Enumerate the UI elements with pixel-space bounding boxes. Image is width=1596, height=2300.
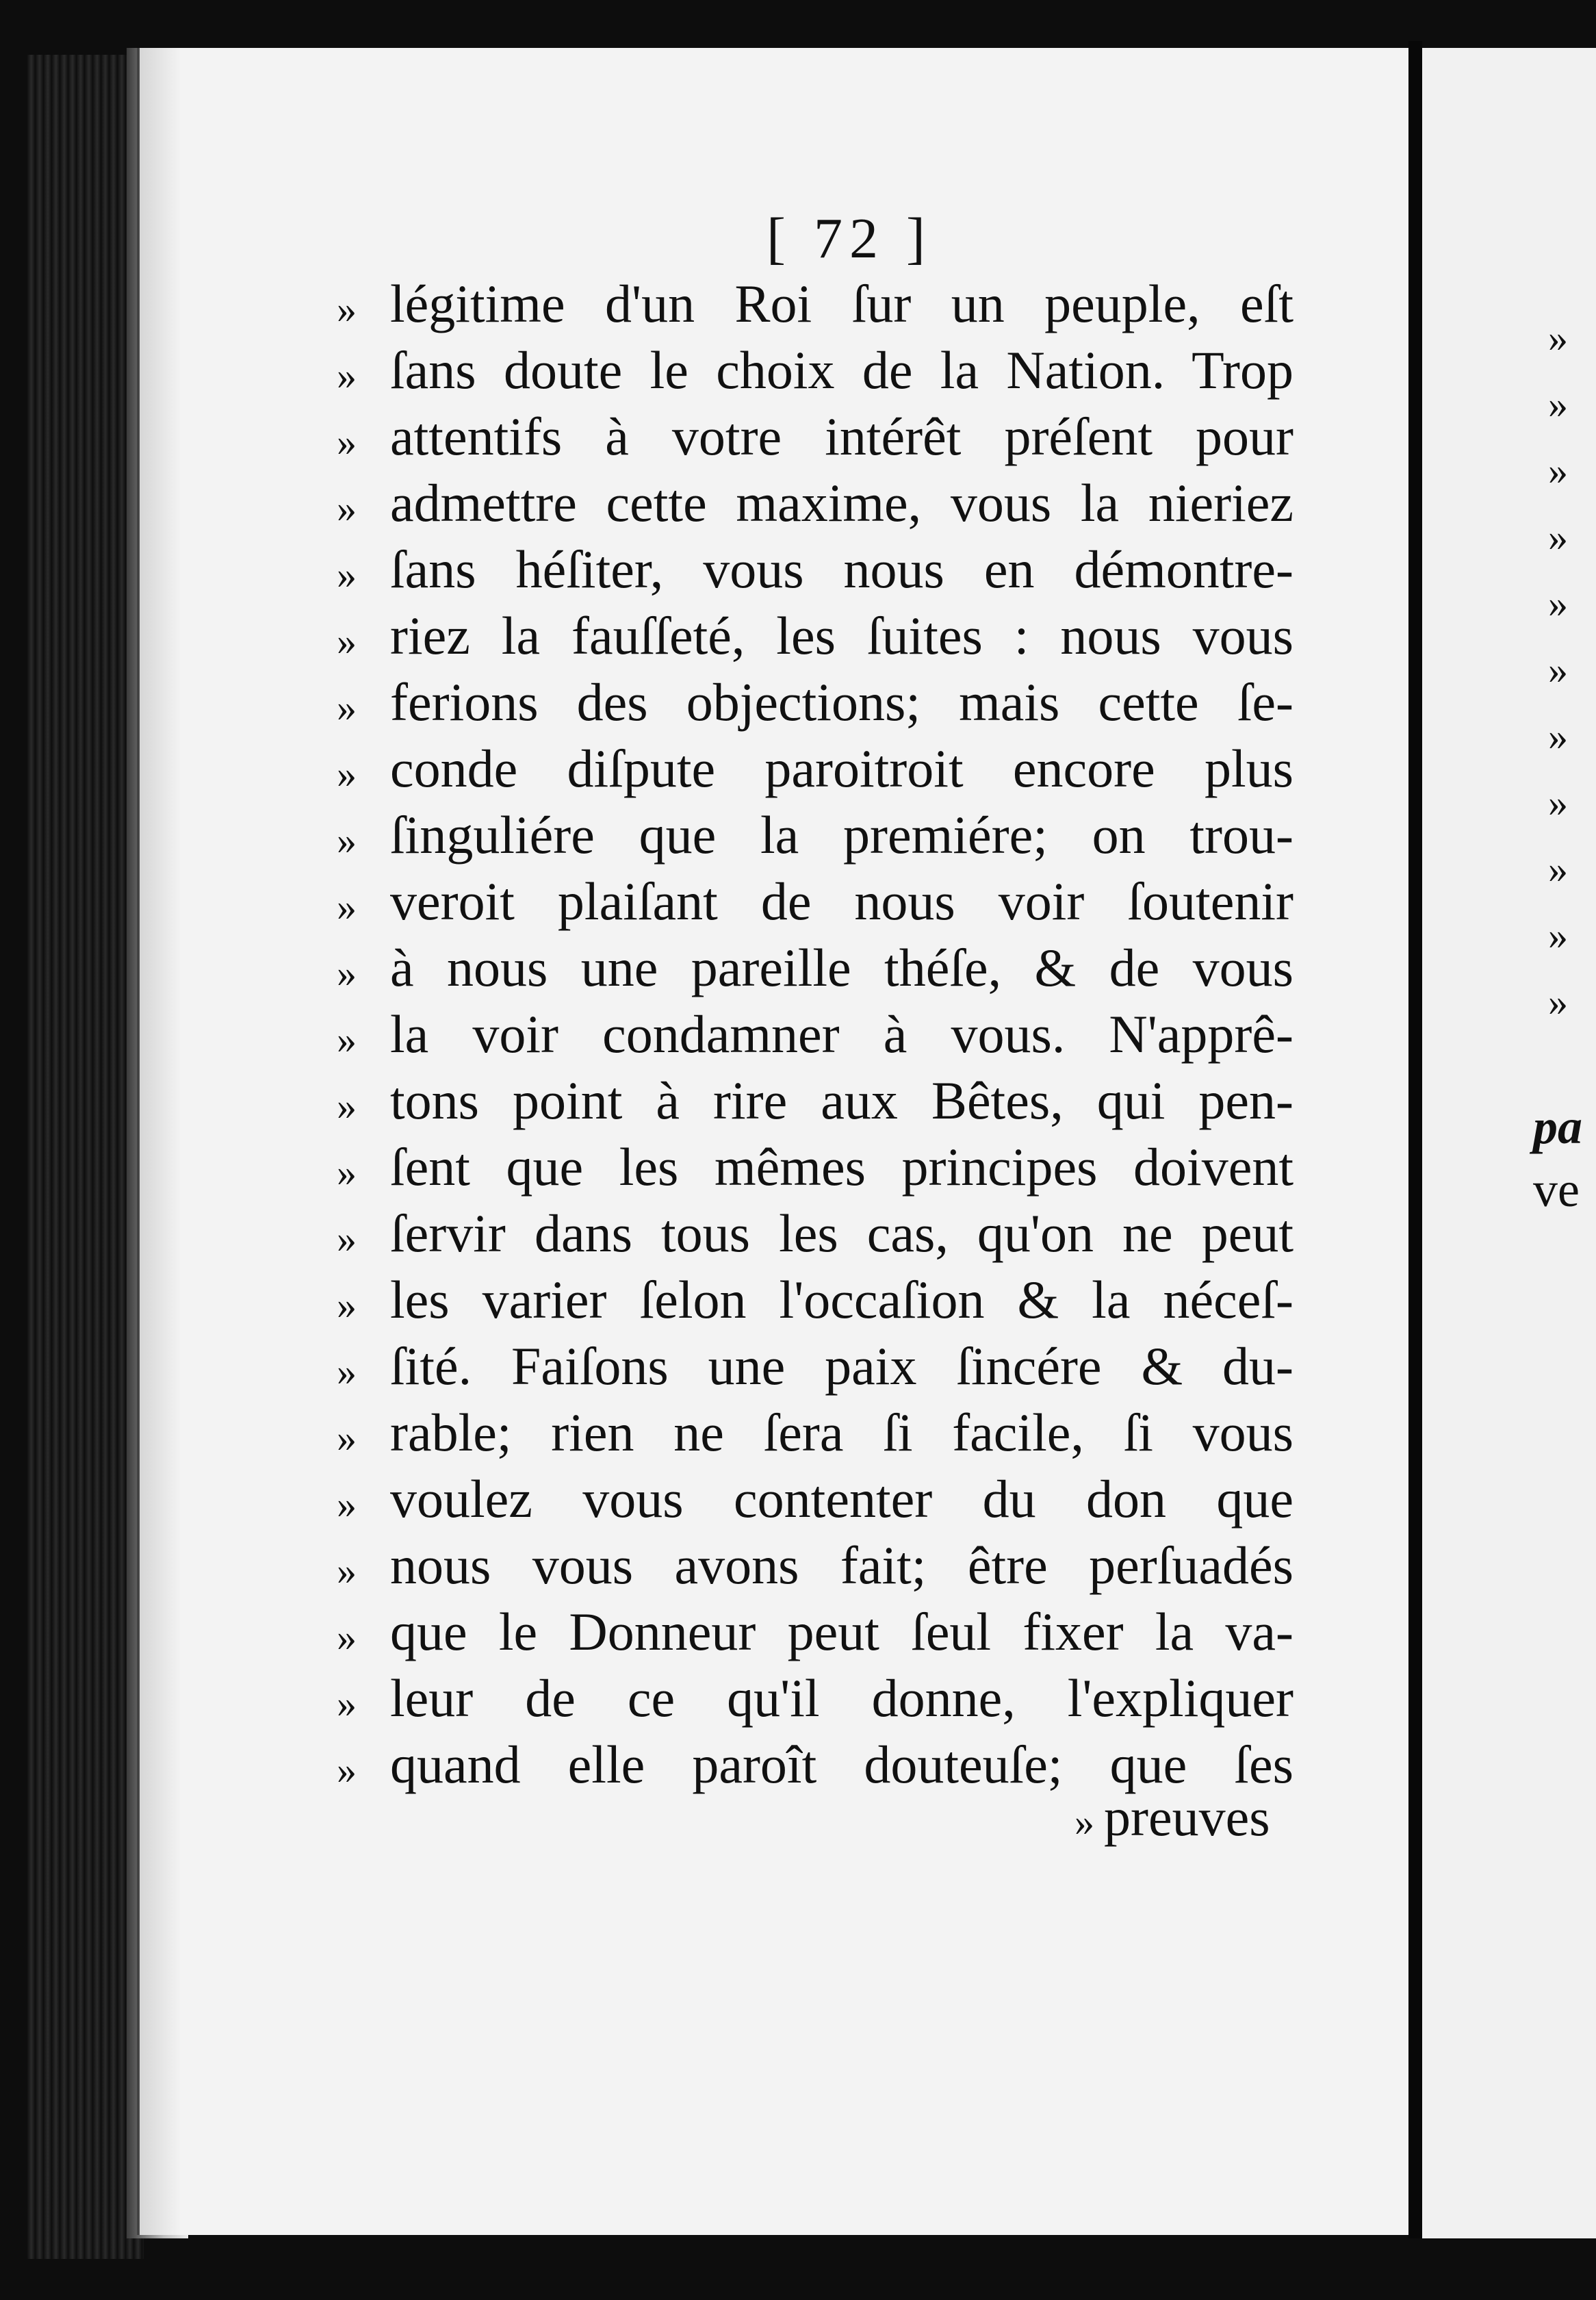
line-text: ſervir dans tous les cas, qu'on ne peut (390, 1203, 1293, 1263)
text-line (337, 1598, 1293, 1665)
text-line (337, 1665, 1293, 1731)
text-block (337, 270, 1293, 1798)
text-line (337, 1399, 1293, 1466)
line-text: la voir condamner à vous. N'apprê- (390, 1004, 1293, 1064)
line-text: ſité. Faiſons une paix ſincére & du- (390, 1336, 1293, 1396)
catchword: preuves (1104, 1787, 1270, 1847)
line-text: admettre cette maxime, vous la nieriez (390, 473, 1293, 533)
line-text: ſans doute le choix de la Nation. Trop (390, 340, 1293, 400)
line-text: à nous une pareille théſe, & de vous (390, 938, 1293, 997)
text-line (337, 934, 1293, 1001)
line-text: quand elle paroît douteuſe; que ſes (390, 1735, 1293, 1794)
facing-quote-mark: » (1548, 648, 1568, 692)
quote-mark: » (337, 1150, 357, 1194)
quote-mark: » (337, 353, 357, 398)
quote-mark: » (337, 1681, 357, 1726)
line-text: rable; rien ne ſera ſi facile, ſi vous (390, 1403, 1293, 1462)
text-line (337, 470, 1293, 536)
quote-mark: » (337, 1482, 357, 1526)
page-number: [ 72 ] (767, 207, 932, 270)
quote-mark: » (337, 884, 357, 929)
line-text: voulez vous contenter du don que (390, 1469, 1293, 1529)
book-gutter (1408, 41, 1422, 2238)
quote-mark: » (337, 1017, 357, 1062)
quote-mark: » (337, 287, 357, 331)
text-line (337, 1266, 1293, 1333)
quote-mark: » (337, 818, 357, 862)
text-line (337, 1134, 1293, 1200)
facing-page-quote-marks (1548, 305, 1568, 1035)
line-text: les varier ſelon l'occaſion & la néceſ- (390, 1270, 1293, 1329)
quote-mark: » (337, 1084, 357, 1128)
page-inner-shade (140, 48, 181, 2235)
text-line (337, 1333, 1293, 1399)
text-line (337, 270, 1293, 337)
text-line (337, 669, 1293, 735)
line-text: nous vous avons fait; être perſuadés (390, 1535, 1293, 1595)
quote-mark: » (337, 1349, 357, 1394)
line-text: ferions des objections; mais cette ſe- (390, 672, 1293, 732)
text-line (337, 802, 1293, 868)
text-line (337, 1466, 1293, 1532)
text-line (337, 1067, 1293, 1134)
text-line (337, 1532, 1293, 1598)
line-text: ſinguliére que la premiére; on trou- (390, 805, 1293, 865)
quote-mark: » (337, 685, 357, 730)
facing-quote-mark: » (1548, 448, 1568, 493)
quote-mark: » (337, 552, 357, 597)
facing-quote-mark: » (1548, 714, 1568, 758)
facing-quote-mark: » (1548, 581, 1568, 626)
line-text: conde diſpute paroitroit encore plus (390, 739, 1293, 798)
text-line (337, 1001, 1293, 1067)
quote-mark: » (337, 420, 357, 464)
line-text: tons point à rire aux Bêtes, qui pen- (390, 1071, 1293, 1130)
text-line (337, 1200, 1293, 1266)
line-text: riez la fauſſeté, les ſuites : nous vous (390, 606, 1293, 665)
quote-mark: » (337, 1216, 357, 1261)
line-text: veroit plaiſant de nous voir ſoutenir (390, 871, 1293, 931)
quote-mark: » (337, 1283, 357, 1327)
line-text: que le Donneur peut ſeul fixer la va- (390, 1602, 1293, 1661)
quote-mark: » (337, 1548, 357, 1593)
facing-quote-mark: » (1548, 913, 1568, 958)
text-line (337, 735, 1293, 802)
quote-mark: » (337, 752, 357, 796)
facing-quote-mark: » (1548, 847, 1568, 891)
text-line (337, 403, 1293, 470)
quote-mark: » (337, 951, 357, 995)
quote-mark: » (337, 1416, 357, 1460)
facing-quote-mark: » (1548, 780, 1568, 825)
text-line (337, 868, 1293, 934)
catchword-quote-mark: » (1074, 1800, 1094, 1844)
line-text: attentifs à votre intérêt préſent pour (390, 407, 1293, 466)
text-line (337, 337, 1293, 403)
line-text: leur de ce qu'il donne, l'expliquer (390, 1668, 1293, 1728)
facing-quote-mark: » (1548, 515, 1568, 559)
line-text: ſans héſiter, vous nous en démontre- (390, 539, 1293, 599)
facing-fragment: pa (1533, 1099, 1582, 1154)
facing-quote-mark: » (1548, 980, 1568, 1024)
text-line (337, 536, 1293, 602)
facing-fragment: ve (1533, 1162, 1580, 1217)
catchword-line (1074, 1787, 1270, 1848)
quote-mark: » (337, 1748, 357, 1792)
facing-quote-mark: » (1548, 382, 1568, 426)
quote-mark: » (337, 486, 357, 531)
line-text: légitime d'un Roi ſur un peuple, eſt (390, 274, 1293, 333)
line-text: ſent que les mêmes principes doivent (390, 1137, 1293, 1197)
quote-mark: » (337, 619, 357, 663)
quote-mark: » (337, 1615, 357, 1659)
facing-quote-mark: » (1548, 316, 1568, 360)
facing-page-fragments (1533, 1095, 1582, 1221)
text-line (337, 602, 1293, 669)
